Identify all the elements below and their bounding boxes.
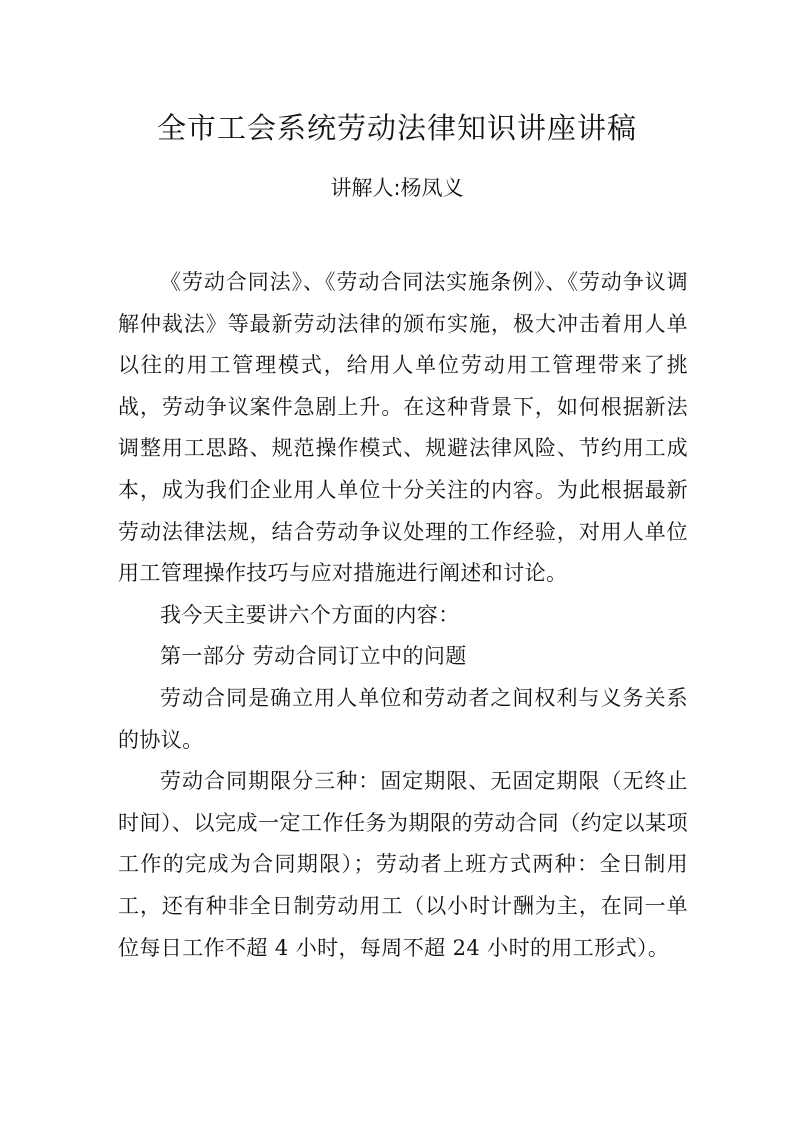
page-title: 全市工会系统劳动法律知识讲座讲稿	[156, 111, 637, 145]
paragraph-intro: 《劳动合同法》、《劳动合同法实施条例》、《劳动争议调解仲裁法》等最新劳动法律的颁布实施，极大冲击着用人单以往的用工管理模式，给用人单位劳动用工管理带来了挑战，劳动争议案件急剧上升。在这种背景下，如何根据新法调整用工思路、规范操作模式、规避法律风险、节约用工成本，成为我们企业用人单位十分关注的内容。为此根据最新劳动法律法规，结合劳动争议处理的工作经验，对用人单位用工管理操作技巧与应对措施进行阐述和讨论。	[118, 270, 688, 586]
author-line: 讲解人:杨凤义	[330, 176, 464, 200]
section-heading: 第一部分 劳动合同订立中的问题	[160, 644, 467, 669]
paragraph-contract-terms: 劳动合同期限分三种：固定期限、无固定期限（无终止时间）、以完成一定工作任务为期限的劳动合同（约定以某项工作的完成为合同期限）；劳动者上班方式两种：全日制用工，还有种非全日制劳动用工（以小时计酬为主，在同一单位每日工作不超 4 小时，每周不超 24 小时的用工形式）。	[118, 769, 688, 960]
paragraph-definition: 劳动合同是确立用人单位和劳动者之间权利与义务关系的协议。	[118, 685, 688, 752]
body-text	[118, 262, 688, 969]
paragraph-outline: 我今天主要讲六个方面的内容：	[160, 602, 460, 627]
